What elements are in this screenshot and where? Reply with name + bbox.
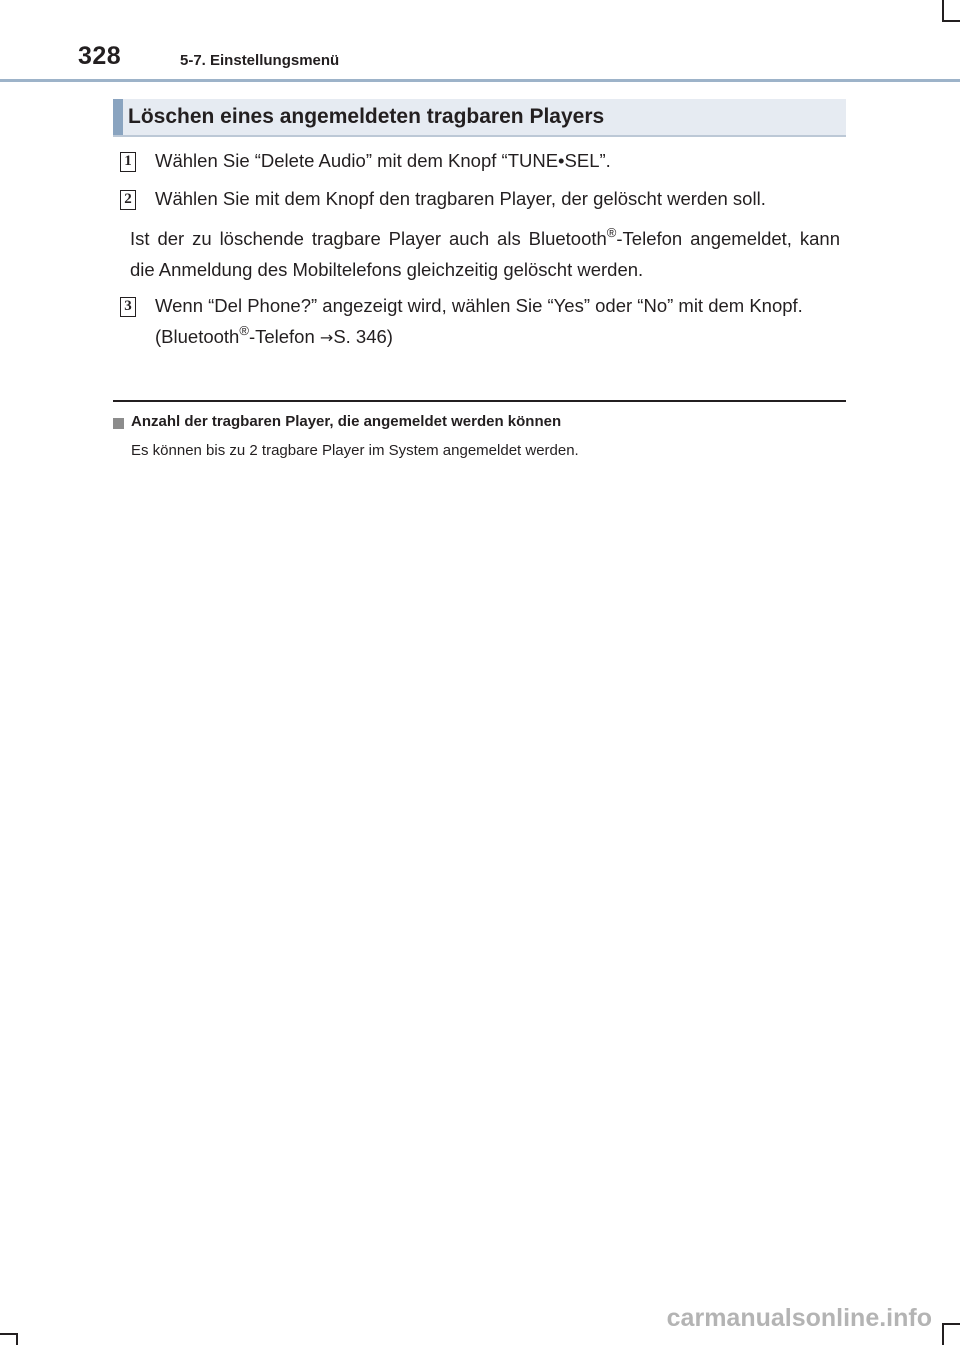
section-divider <box>113 400 846 402</box>
body-text-a: Ist der zu löschende tragbare Player auch als Bluetooth <box>130 228 607 249</box>
step-3-text <box>155 290 839 353</box>
step-3-line-2 <box>155 321 839 353</box>
crop-mark <box>16 1333 18 1345</box>
watermark: carmanualsonline.info <box>666 1304 932 1332</box>
topic-heading <box>113 99 846 137</box>
crop-mark <box>942 1323 960 1325</box>
step-2-text: Wählen Sie mit dem Knopf den tragbaren Player, der gelöscht werden soll. <box>155 188 766 209</box>
page-header <box>0 0 960 90</box>
note-text: Es können bis zu 2 tragbare Player im System angemeldet werden. <box>131 442 579 459</box>
step-3-line-1: Wenn “Del Phone?” angezeigt wird, wählen Sie “Yes” oder “No” mit dem Knopf. <box>155 295 803 316</box>
body-text-b: -Telefon angemeldet, kann die Anmeldung des Mobiltelefons gleichzeitig gelöscht werden. <box>130 228 840 280</box>
step-1-text: Wählen Sie “Delete Audio” mit dem Knopf “TUNE•SEL”. <box>155 150 611 171</box>
step-3-ref-b: -Telefon <box>248 326 320 347</box>
step-3-ref-a: (Bluetooth <box>155 326 240 347</box>
registered-mark: ® <box>239 323 249 338</box>
crop-mark <box>942 1323 944 1345</box>
step-number-3: 3 <box>120 297 136 317</box>
note-title: Anzahl der tragbaren Player, die angemeldet werden können <box>131 413 562 430</box>
square-bullet-icon <box>113 418 124 429</box>
header-divider <box>0 79 960 82</box>
heading-text: Löschen eines angemeldeten tragbaren Players <box>128 105 605 128</box>
heading-accent <box>113 99 123 135</box>
step-number-1: 1 <box>120 152 136 172</box>
arrow-right-icon: → <box>319 328 334 347</box>
registered-mark: ® <box>606 225 617 240</box>
page-number: 328 <box>78 42 122 70</box>
body-paragraph <box>130 223 840 285</box>
section-title: 5-7. Einstellungsmenü <box>180 52 340 69</box>
page-reference-link[interactable]: S. 346) <box>333 326 393 347</box>
step-number-2: 2 <box>120 190 136 210</box>
